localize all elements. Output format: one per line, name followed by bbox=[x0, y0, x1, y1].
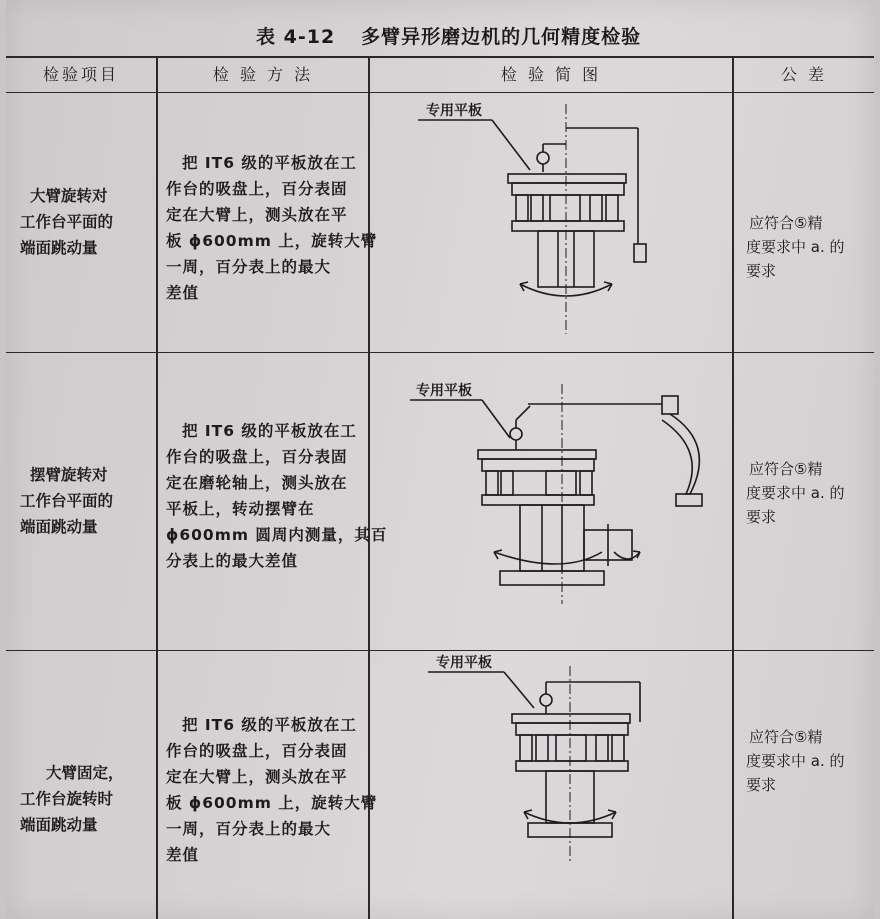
header-rule bbox=[6, 92, 874, 93]
row2-diagram bbox=[370, 354, 732, 650]
row1-diagram-label: 专用平板 bbox=[426, 103, 482, 119]
table-caption: 多臂异形磨边机的几何精度检验 bbox=[361, 26, 642, 48]
row-rule-1 bbox=[6, 352, 874, 353]
header-diagram: 检 验 简 图 bbox=[500, 65, 602, 84]
table-number: 表 4-12 bbox=[256, 26, 336, 48]
row1-method: 把 IT6 级的平板放在工 作台的吸盘上，百分表固 定在大臂上，测头放在平 板 ϕ600mm 上，旋转大臂 一周，百分表上的最大 差值 bbox=[166, 154, 378, 302]
header-method: 检 验 方 法 bbox=[212, 65, 314, 84]
row3-diagram-label: 专用平板 bbox=[436, 655, 492, 671]
row2-item: 摆臂旋转对 工作台平面的 端面跳动量 bbox=[20, 466, 114, 536]
col-rule-3 bbox=[732, 56, 734, 919]
row-rule-2 bbox=[6, 650, 874, 651]
col-rule-1 bbox=[156, 56, 158, 919]
row1-item: 大臂旋转对 工作台平面的 端面跳动量 bbox=[20, 187, 114, 257]
header-item: 检验项目 bbox=[42, 65, 119, 84]
row3-tolerance: 应符合⑤精 度要求中 a. 的 要求 bbox=[746, 728, 845, 794]
row2-diagram-label: 专用平板 bbox=[416, 383, 472, 399]
table-title bbox=[256, 22, 676, 50]
table-top-rule bbox=[6, 56, 874, 58]
row2-method: 把 IT6 级的平板放在工 作台的吸盘上，百分表固 定在磨轮轴上，测头放在 平板上，转动摆臂在 ϕ600mm 圆周内测量，其百 分表上的最大差值 bbox=[166, 422, 388, 570]
row3-diagram bbox=[370, 652, 732, 919]
row3-item: 大臂固定， 工作台旋转时 端面跳动量 bbox=[20, 764, 124, 834]
row1-tolerance: 应符合⑤精 度要求中 a. 的 要求 bbox=[746, 214, 845, 280]
book-page bbox=[6, 0, 874, 919]
header-tolerance: 公 差 bbox=[780, 65, 828, 84]
row2-tolerance: 应符合⑤精 度要求中 a. 的 要求 bbox=[746, 460, 845, 526]
row3-method: 把 IT6 级的平板放在工 作台的吸盘上，百分表固 定在大臂上，测头放在平 板 ϕ600mm 上，旋转大臂 一周，百分表上的最大 差值 bbox=[166, 716, 378, 864]
row1-diagram bbox=[370, 94, 732, 352]
